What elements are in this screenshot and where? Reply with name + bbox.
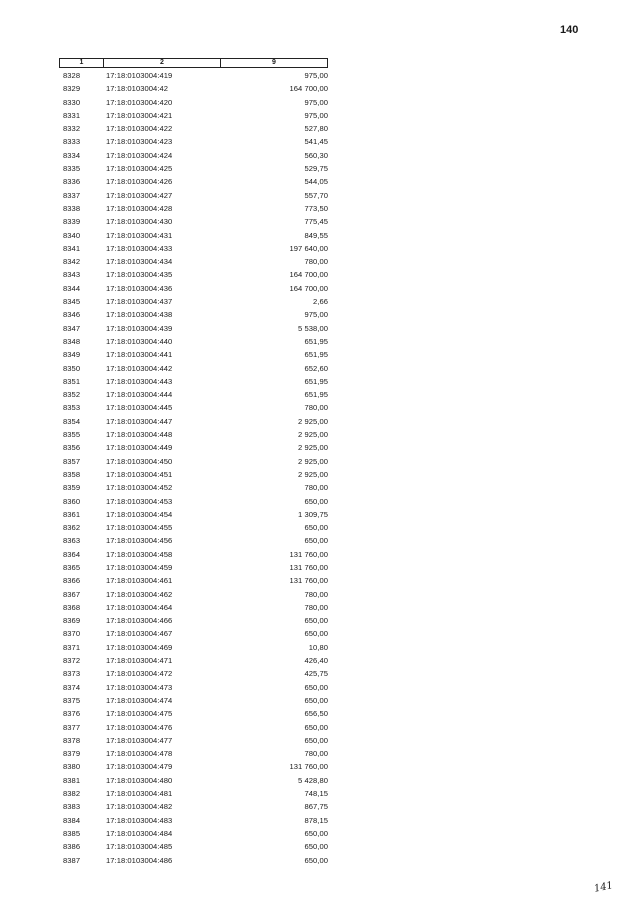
row-number: 8352: [63, 390, 81, 400]
cadastral-number: 17:18:0103004:481: [106, 789, 173, 799]
cadastral-value: 2 925,00: [298, 443, 328, 453]
table-row: [59, 521, 328, 534]
cadastral-value: 425,75: [304, 669, 328, 679]
cadastral-value: 867,75: [304, 802, 328, 812]
cadastral-number: 17:18:0103004:480: [106, 775, 173, 785]
cadastral-number: 17:18:0103004:422: [106, 124, 173, 134]
table-row: [59, 774, 328, 787]
row-number: 8348: [63, 336, 81, 346]
cadastral-value: 131 760,00: [289, 762, 328, 772]
table-row: [59, 202, 328, 215]
cadastral-value: 975,00: [304, 71, 328, 80]
row-number: 8344: [63, 283, 81, 293]
table-row: [59, 242, 328, 255]
cadastral-value: 131 760,00: [289, 562, 328, 572]
row-number: 8359: [63, 483, 81, 493]
table-row: [59, 441, 328, 454]
cadastral-number: 17:18:0103004:426: [106, 177, 173, 187]
row-number: 8336: [63, 177, 81, 187]
cadastral-value: 780,00: [304, 257, 328, 267]
row-number: 8333: [63, 137, 81, 147]
cadastral-number: 17:18:0103004:441: [106, 350, 173, 360]
row-number: 8379: [63, 749, 81, 759]
table-row: [59, 295, 328, 308]
cadastral-value: 748,15: [304, 789, 328, 799]
handwritten-signature: 141: [593, 880, 615, 895]
cadastral-value: 650,00: [304, 855, 328, 865]
cadastral-value: 426,40: [304, 656, 328, 666]
cadastral-value: 975,00: [304, 310, 328, 320]
cadastral-number: 17:18:0103004:483: [106, 815, 173, 825]
table-row: [59, 428, 328, 441]
cadastral-number: 17:18:0103004:427: [106, 190, 173, 200]
table-row: [59, 574, 328, 587]
row-number: 8334: [63, 150, 81, 160]
cadastral-number: 17:18:0103004:439: [106, 323, 173, 333]
cadastral-value: 560,30: [304, 150, 328, 160]
cadastral-value: 780,00: [304, 483, 328, 493]
cadastral-number: 17:18:0103004:424: [106, 150, 173, 160]
cadastral-value: 2 925,00: [298, 430, 328, 440]
cadastral-value: 164 700,00: [289, 270, 328, 280]
table-row: [59, 189, 328, 202]
cadastral-value: 975,00: [304, 110, 328, 120]
cadastral-number: 17:18:0103004:431: [106, 230, 173, 240]
table-row: [59, 255, 328, 268]
row-number: 8329: [63, 84, 81, 94]
cadastral-number: 17:18:0103004:42: [106, 84, 169, 94]
row-number: 8343: [63, 270, 81, 280]
table-row: [59, 747, 328, 760]
cadastral-number: 17:18:0103004:435: [106, 270, 173, 280]
cadastral-value: 651,95: [304, 336, 328, 346]
cadastral-number: 17:18:0103004:473: [106, 682, 173, 692]
cadastral-number: 17:18:0103004:449: [106, 443, 173, 453]
row-number: 8358: [63, 469, 81, 479]
cadastral-number: 17:18:0103004:461: [106, 576, 173, 586]
cadastral-number: 17:18:0103004:423: [106, 137, 173, 147]
cadastral-value: 975,00: [304, 97, 328, 107]
cadastral-number: 17:18:0103004:425: [106, 164, 173, 174]
cadastral-value: 5 428,80: [298, 775, 328, 785]
cadastral-number: 17:18:0103004:464: [106, 602, 173, 612]
cadastral-number: 17:18:0103004:466: [106, 616, 173, 626]
cadastral-number: 17:18:0103004:452: [106, 483, 173, 493]
row-number: 8339: [63, 217, 81, 227]
row-number: 8351: [63, 376, 81, 386]
row-number: 8385: [63, 828, 81, 838]
cadastral-value: 650,00: [304, 828, 328, 838]
row-number: 8360: [63, 496, 81, 506]
table-row: [59, 760, 328, 773]
cadastral-number: 17:18:0103004:485: [106, 842, 173, 852]
row-number: 8364: [63, 549, 81, 559]
cadastral-number: 17:18:0103004:448: [106, 430, 173, 440]
row-number: 8355: [63, 430, 81, 440]
cadastral-number: 17:18:0103004:477: [106, 735, 173, 745]
cadastral-number: 17:18:0103004:451: [106, 469, 173, 479]
cadastral-number: 17:18:0103004:450: [106, 456, 173, 466]
table-row: [59, 840, 328, 853]
row-number: 8376: [63, 709, 81, 719]
row-number: 8374: [63, 682, 81, 692]
table-row: [59, 548, 328, 561]
cadastral-value: 650,00: [304, 842, 328, 852]
cadastral-value: 650,00: [304, 722, 328, 732]
table-row: [59, 229, 328, 242]
row-number: 8335: [63, 164, 81, 174]
table-row: [59, 627, 328, 640]
cadastral-value: 650,00: [304, 616, 328, 626]
table-row: [59, 601, 328, 614]
cadastral-number: 17:18:0103004:479: [106, 762, 173, 772]
row-number: 8338: [63, 203, 81, 213]
cadastral-value: 2,66: [313, 297, 328, 307]
row-number: 8384: [63, 815, 81, 825]
cadastral-number: 17:18:0103004:476: [106, 722, 173, 732]
cadastral-number: 17:18:0103004:467: [106, 629, 173, 639]
row-number: 8378: [63, 735, 81, 745]
table-row: [59, 415, 328, 428]
row-number: 8332: [63, 124, 81, 134]
row-number: 8363: [63, 536, 81, 546]
table-row: [59, 109, 328, 122]
cadastral-number: 17:18:0103004:474: [106, 695, 173, 705]
row-number: 8328: [63, 71, 81, 80]
cadastral-number: 17:18:0103004:482: [106, 802, 173, 812]
row-number: 8341: [63, 243, 81, 253]
header-col-2: 2: [104, 59, 221, 67]
table-row: [59, 322, 328, 335]
cadastral-value: 651,95: [304, 376, 328, 386]
cadastral-number: 17:18:0103004:419: [106, 71, 173, 80]
table-row: [59, 455, 328, 468]
table-row: [59, 694, 328, 707]
table-row: [59, 175, 328, 188]
header-col-1: 1: [60, 59, 104, 67]
cadastral-value: 5 538,00: [298, 323, 328, 333]
row-number: 8345: [63, 297, 81, 307]
cadastral-value: 780,00: [304, 589, 328, 599]
table-row: [59, 308, 328, 321]
row-number: 8377: [63, 722, 81, 732]
table-row: [59, 468, 328, 481]
table-row: [59, 721, 328, 734]
row-number: 8337: [63, 190, 81, 200]
cadastral-number: 17:18:0103004:458: [106, 549, 173, 559]
table-row: [59, 149, 328, 162]
cadastral-number: 17:18:0103004:471: [106, 656, 173, 666]
cadastral-value: 2 925,00: [298, 469, 328, 479]
cadastral-value: 131 760,00: [289, 576, 328, 586]
row-number: 8380: [63, 762, 81, 772]
cadastral-value: 650,00: [304, 682, 328, 692]
row-number: 8365: [63, 562, 81, 572]
cadastral-number: 17:18:0103004:437: [106, 297, 173, 307]
cadastral-number: 17:18:0103004:436: [106, 283, 173, 293]
table-row: [59, 495, 328, 508]
cadastral-number: 17:18:0103004:459: [106, 562, 173, 572]
cadastral-value: 529,75: [304, 164, 328, 174]
table-row: [59, 82, 328, 95]
cadastral-value: 650,00: [304, 523, 328, 533]
cadastral-value: 780,00: [304, 749, 328, 759]
table-body: [59, 69, 328, 867]
cadastral-value: 544,05: [304, 177, 328, 187]
cadastral-number: 17:18:0103004:428: [106, 203, 173, 213]
row-number: 8357: [63, 456, 81, 466]
cadastral-value: 131 760,00: [289, 549, 328, 559]
table-row: [59, 787, 328, 800]
cadastral-value: 527,80: [304, 124, 328, 134]
cadastral-value: 1 309,75: [298, 509, 328, 519]
row-number: 8387: [63, 855, 81, 865]
table-row: [59, 508, 328, 521]
table-row: [59, 481, 328, 494]
table-row: [59, 135, 328, 148]
row-number: 8354: [63, 416, 81, 426]
table-row: [59, 667, 328, 680]
cadastral-number: 17:18:0103004:469: [106, 642, 173, 652]
cadastral-value: 849,55: [304, 230, 328, 240]
cadastral-number: 17:18:0103004:453: [106, 496, 173, 506]
cadastral-number: 17:18:0103004:462: [106, 589, 173, 599]
table-row: [59, 654, 328, 667]
cadastral-value: 164 700,00: [289, 84, 328, 94]
table-row: [59, 401, 328, 414]
table-row: [59, 69, 328, 82]
cadastral-value: 878,15: [304, 815, 328, 825]
row-number: 8372: [63, 656, 81, 666]
table-row: [59, 348, 328, 361]
row-number: 8386: [63, 842, 81, 852]
cadastral-number: 17:18:0103004:454: [106, 509, 173, 519]
cadastral-number: 17:18:0103004:486: [106, 855, 173, 865]
table-row: [59, 814, 328, 827]
table-row: [59, 561, 328, 574]
row-number: 8350: [63, 363, 81, 373]
cadastral-value: 650,00: [304, 629, 328, 639]
cadastral-value: 541,45: [304, 137, 328, 147]
row-number: 8342: [63, 257, 81, 267]
cadastral-number: 17:18:0103004:443: [106, 376, 173, 386]
row-number: 8347: [63, 323, 81, 333]
row-number: 8369: [63, 616, 81, 626]
table-row: [59, 854, 328, 867]
table-row: [59, 388, 328, 401]
row-number: 8382: [63, 789, 81, 799]
row-number: 8367: [63, 589, 81, 599]
table-row: [59, 96, 328, 109]
row-number: 8331: [63, 110, 81, 120]
row-number: 8381: [63, 775, 81, 785]
table-row: [59, 215, 328, 228]
cadastral-value: 780,00: [304, 602, 328, 612]
table-row: [59, 375, 328, 388]
table-row: [59, 162, 328, 175]
row-number: 8353: [63, 403, 81, 413]
header-col-9: 9: [272, 59, 276, 66]
cadastral-value: 2 925,00: [298, 456, 328, 466]
cadastral-value: 656,50: [304, 709, 328, 719]
cadastral-number: 17:18:0103004:433: [106, 243, 173, 253]
cadastral-number: 17:18:0103004:430: [106, 217, 173, 227]
cadastral-value: 164 700,00: [289, 283, 328, 293]
table-row: [59, 362, 328, 375]
page-number: 140: [560, 24, 579, 36]
cadastral-number: 17:18:0103004:484: [106, 828, 173, 838]
table-row: [59, 827, 328, 840]
cadastral-number: 17:18:0103004:445: [106, 403, 173, 413]
cadastral-value: 650,00: [304, 735, 328, 745]
cadastral-number: 17:18:0103004:444: [106, 390, 173, 400]
data-table: [59, 58, 328, 867]
row-number: 8330: [63, 97, 81, 107]
row-number: 8371: [63, 642, 81, 652]
row-number: 8356: [63, 443, 81, 453]
row-number: 8373: [63, 669, 81, 679]
table-row: [59, 588, 328, 601]
row-number: 8349: [63, 350, 81, 360]
cadastral-value: 773,50: [304, 203, 328, 213]
cadastral-number: 17:18:0103004:475: [106, 709, 173, 719]
cadastral-value: 651,95: [304, 350, 328, 360]
cadastral-value: 775,45: [304, 217, 328, 227]
table-row: [59, 641, 328, 654]
row-number: 8340: [63, 230, 81, 240]
cadastral-value: 651,95: [304, 390, 328, 400]
table-row: [59, 707, 328, 720]
table-row: [59, 734, 328, 747]
cadastral-number: 17:18:0103004:455: [106, 523, 173, 533]
cadastral-value: 197 640,00: [289, 243, 328, 253]
cadastral-number: 17:18:0103004:478: [106, 749, 173, 759]
table-row: [59, 282, 328, 295]
cadastral-number: 17:18:0103004:421: [106, 110, 173, 120]
row-number: 8361: [63, 509, 81, 519]
table-row: [59, 268, 328, 281]
table-row: [59, 800, 328, 813]
cadastral-value: 10,80: [308, 642, 328, 652]
cadastral-value: 650,00: [304, 536, 328, 546]
cadastral-number: 17:18:0103004:447: [106, 416, 173, 426]
row-number: 8375: [63, 695, 81, 705]
cadastral-number: 17:18:0103004:420: [106, 97, 173, 107]
cadastral-number: 17:18:0103004:442: [106, 363, 173, 373]
cadastral-value: 652,60: [304, 363, 328, 373]
row-number: 8370: [63, 629, 81, 639]
cadastral-number: 17:18:0103004:472: [106, 669, 173, 679]
cadastral-number: 17:18:0103004:434: [106, 257, 173, 267]
cadastral-value: 650,00: [304, 496, 328, 506]
cadastral-number: 17:18:0103004:440: [106, 336, 173, 346]
cadastral-value: 650,00: [304, 695, 328, 705]
row-number: 8346: [63, 310, 81, 320]
table-row: [59, 122, 328, 135]
row-number: 8368: [63, 602, 81, 612]
cadastral-value: 557,70: [304, 190, 328, 200]
cadastral-value: 780,00: [304, 403, 328, 413]
row-number: 8366: [63, 576, 81, 586]
cadastral-value: 2 925,00: [298, 416, 328, 426]
row-number: 8383: [63, 802, 81, 812]
cadastral-number: 17:18:0103004:456: [106, 536, 173, 546]
table-row: [59, 614, 328, 627]
table-row: [59, 335, 328, 348]
table-row: [59, 534, 328, 547]
table-header: [59, 58, 328, 68]
row-number: 8362: [63, 523, 81, 533]
table-row: [59, 681, 328, 694]
cadastral-number: 17:18:0103004:438: [106, 310, 173, 320]
